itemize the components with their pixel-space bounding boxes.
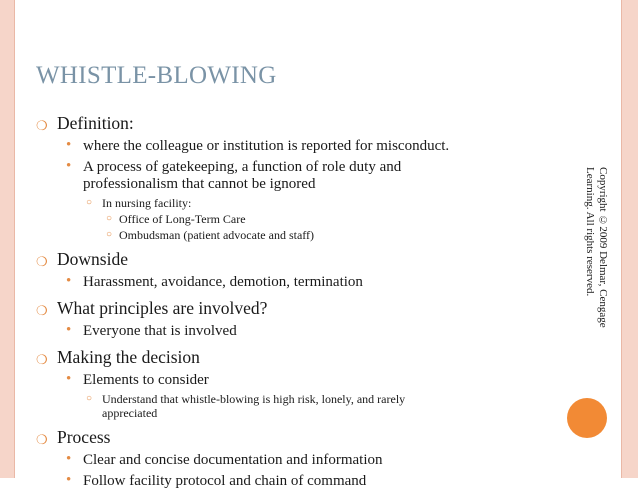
- list-item: [36, 274, 556, 291]
- list-item-text: Harassment, avoidance, demotion, termination: [83, 274, 363, 290]
- dot-bullet-icon: •: [66, 322, 72, 338]
- circle-bullet-icon: ○: [86, 393, 93, 404]
- left-frame-line: [14, 0, 15, 478]
- list-item: [36, 228, 556, 242]
- list-item: [36, 426, 556, 448]
- circle-bullet-icon: ○: [86, 197, 93, 208]
- list-item-text: Ombudsman (patient advocate and staff): [119, 228, 315, 242]
- dot-bullet-icon: •: [66, 371, 72, 387]
- list-item: [36, 372, 556, 389]
- list-item: [36, 297, 556, 319]
- list-item: [36, 473, 556, 490]
- slide-title: WHISTLE-BLOWING: [36, 62, 277, 89]
- list-item-text: What principles are involved?: [57, 298, 268, 318]
- list-item-text: where the colleague or institution is reported for misconduct.: [83, 138, 450, 154]
- bullet-list: [36, 112, 556, 490]
- dot-bullet-icon: •: [66, 451, 72, 467]
- copyright-line: Learning. All rights reserved.: [584, 167, 596, 297]
- right-frame-border: [622, 0, 638, 478]
- list-item-text: Making the decision: [57, 347, 200, 367]
- copyright-notice: [583, 167, 609, 328]
- list-item-continuation: [36, 176, 556, 193]
- left-frame-border: [0, 0, 14, 478]
- circle-bullet-icon: ❍: [36, 432, 48, 447]
- list-item: [36, 138, 556, 155]
- circle-bullet-icon: ❍: [36, 352, 48, 367]
- dot-bullet-icon: •: [66, 137, 72, 153]
- list-item: [36, 212, 556, 226]
- list-item-text: Understand that whistle-blowing is high risk, lonely, and rarely: [102, 392, 406, 406]
- circle-bullet-icon: ❍: [36, 118, 48, 133]
- list-item: [36, 323, 556, 340]
- list-item: [36, 248, 556, 270]
- circle-bullet-icon: ❍: [36, 254, 48, 269]
- list-item-text: Downside: [57, 249, 128, 269]
- circle-bullet-icon: ❍: [36, 303, 48, 318]
- list-item: [36, 196, 556, 210]
- list-item-text: Process: [57, 427, 111, 447]
- list-item: [36, 346, 556, 368]
- list-item: [36, 112, 556, 134]
- dot-bullet-icon: •: [66, 472, 72, 488]
- orange-circle-decoration: [567, 398, 607, 438]
- list-item: [36, 452, 556, 469]
- list-item-text: Follow facility protocol and chain of command: [83, 473, 367, 489]
- list-item-text: Definition:: [57, 113, 134, 133]
- list-item-text: A process of gatekeeping, a function of role duty and: [83, 159, 402, 175]
- list-item-text: Elements to consider: [83, 372, 209, 388]
- list-item: [36, 159, 556, 176]
- list-item: [36, 392, 556, 406]
- list-item-continuation: [36, 406, 556, 420]
- list-item-text: professionalism that cannot be ignored: [83, 176, 316, 192]
- dot-bullet-icon: •: [66, 273, 72, 289]
- circle-bullet-icon: ○: [106, 213, 113, 224]
- copyright-line: Copyright ©2009 Delmar, Cengage: [597, 167, 609, 328]
- right-frame-line: [621, 0, 622, 478]
- dot-bullet-icon: •: [66, 158, 72, 174]
- list-item-text: Clear and concise documentation and information: [83, 452, 383, 468]
- list-item-text: In nursing facility:: [102, 196, 192, 210]
- list-item-text: Office of Long-Term Care: [119, 212, 246, 226]
- circle-bullet-icon: ○: [106, 229, 113, 240]
- list-item-text: Everyone that is involved: [83, 323, 237, 339]
- list-item-text: appreciated: [102, 406, 158, 420]
